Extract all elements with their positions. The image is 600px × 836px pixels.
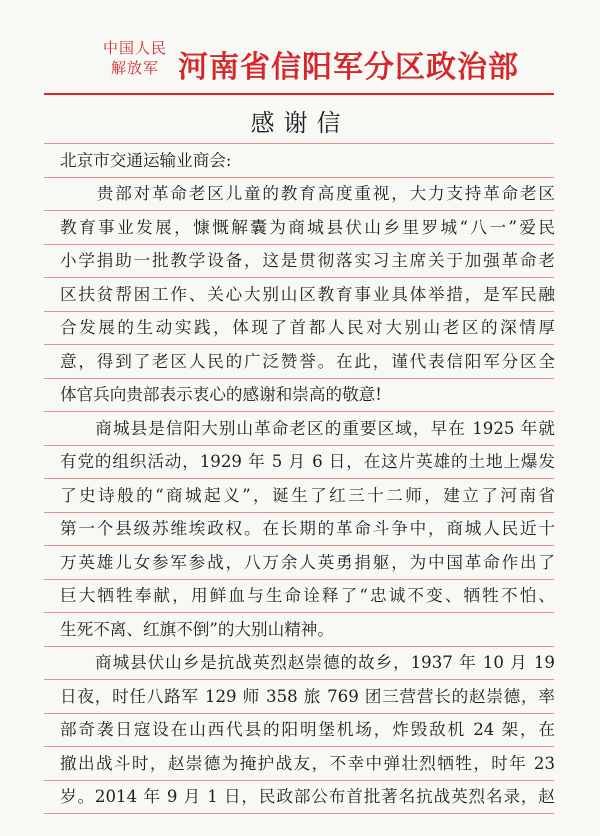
- letter-text-line: 贵部对革命老区儿童的教育高度重视，大力支持革命老区: [60, 184, 555, 203]
- pla-label: [92, 38, 178, 78]
- letter-text-line: 岁。2014 年 9 月 1 日，民政部公布首批著名抗战英烈名录，赵: [60, 787, 555, 806]
- letter-text-line: 了史诗般的“商城起义”，诞生了红三十二师，建立了河南省: [60, 485, 555, 505]
- organization-name: 河南省信阳军分区政治部: [178, 50, 519, 85]
- letter-text-line: 区扶贫帮困工作、关心大别山区教育事业具体举措，是军民融: [60, 284, 555, 304]
- ruled-line: [44, 679, 554, 680]
- letter-text-line: 体官兵向贵部表示衷心的感谢和崇高的敬意!: [60, 385, 382, 404]
- letter-text-line: 日夜，时任八路军 129 师 358 旅 769 团三营营长的赵崇德，率: [60, 686, 555, 706]
- letter-title: 感谢信: [250, 109, 350, 137]
- letterhead: [0, 0, 600, 95]
- letter-text-line: 第一个县级苏维埃政权。在长期的革命斗争中，商城人民近十: [60, 519, 555, 538]
- ruled-line: [44, 478, 554, 479]
- ruled-line: [44, 713, 554, 714]
- header-rule: [44, 93, 554, 95]
- letter-text-line: 万英雄儿女参军参战，八万余人英勇捐躯，为中国革命作出了: [60, 552, 555, 572]
- ruled-line: [44, 512, 554, 513]
- letter-text-line: 合发展的生动实践，体现了首都人民对大别山老区的深情厚: [60, 318, 555, 337]
- ruled-line: [44, 210, 554, 211]
- ruled-line: [44, 177, 554, 178]
- ruled-line: [44, 244, 554, 245]
- ruled-line: [44, 780, 554, 781]
- ruled-line: [44, 579, 554, 580]
- letter-text-line: 商城县是信阳大别山革命老区的重要区域，早在 1925 年就: [60, 418, 555, 438]
- letter-text-line: 巨大牺牲奉献，用鲜血与生命诠释了“忠诚不变、牺牲不怕、: [60, 586, 555, 605]
- letter-text-line: 商城县伏山乡是抗战英烈赵崇德的故乡，1937 年 10 月 19: [60, 653, 555, 672]
- letter-text-line: 意，得到了老区人民的广泛赞誉。在此，谨代表信阳军分区全: [60, 351, 555, 371]
- ruled-line: [44, 646, 554, 647]
- letter-text-line: 撤出战斗时，赵崇德为掩护战友，不幸中弹壮烈牺牲，时年 23: [60, 753, 555, 773]
- ruled-line: [44, 411, 554, 412]
- ruled-line: [44, 311, 554, 312]
- pla-label-line1: 中国人民: [102, 39, 167, 57]
- ruled-line: [44, 277, 554, 278]
- salutation: 北京市交通运输业商会:: [60, 150, 232, 170]
- pla-label-line2: 解放军: [110, 59, 159, 77]
- letter-text-line: 有党的组织活动，1929 年 5 月 6 日，在这片英雄的土地上爆发: [60, 452, 555, 471]
- ruled-line: [44, 746, 554, 747]
- ruled-line: [44, 143, 554, 144]
- letter-text-line: 生死不离、红旗不倒”的大别山精神。: [60, 619, 334, 639]
- ruled-line: [44, 612, 554, 613]
- ruled-line: [44, 813, 554, 814]
- letter-text-line: 小学捐助一批教学设备，这是贯彻落实习主席关于加强革命老: [60, 251, 555, 270]
- ruled-line: [44, 344, 554, 345]
- letter-text-line: 部奇袭日寇设在山西代县的阳明堡机场，炸毁敌机 24 架，在: [60, 720, 555, 739]
- letter-text-line: 教育事业发展，慷慨解囊为商城县伏山乡里罗城“八一”爱民: [60, 217, 555, 237]
- ruled-line: [44, 545, 554, 546]
- ruled-line: [44, 378, 554, 379]
- ruled-line: [44, 445, 554, 446]
